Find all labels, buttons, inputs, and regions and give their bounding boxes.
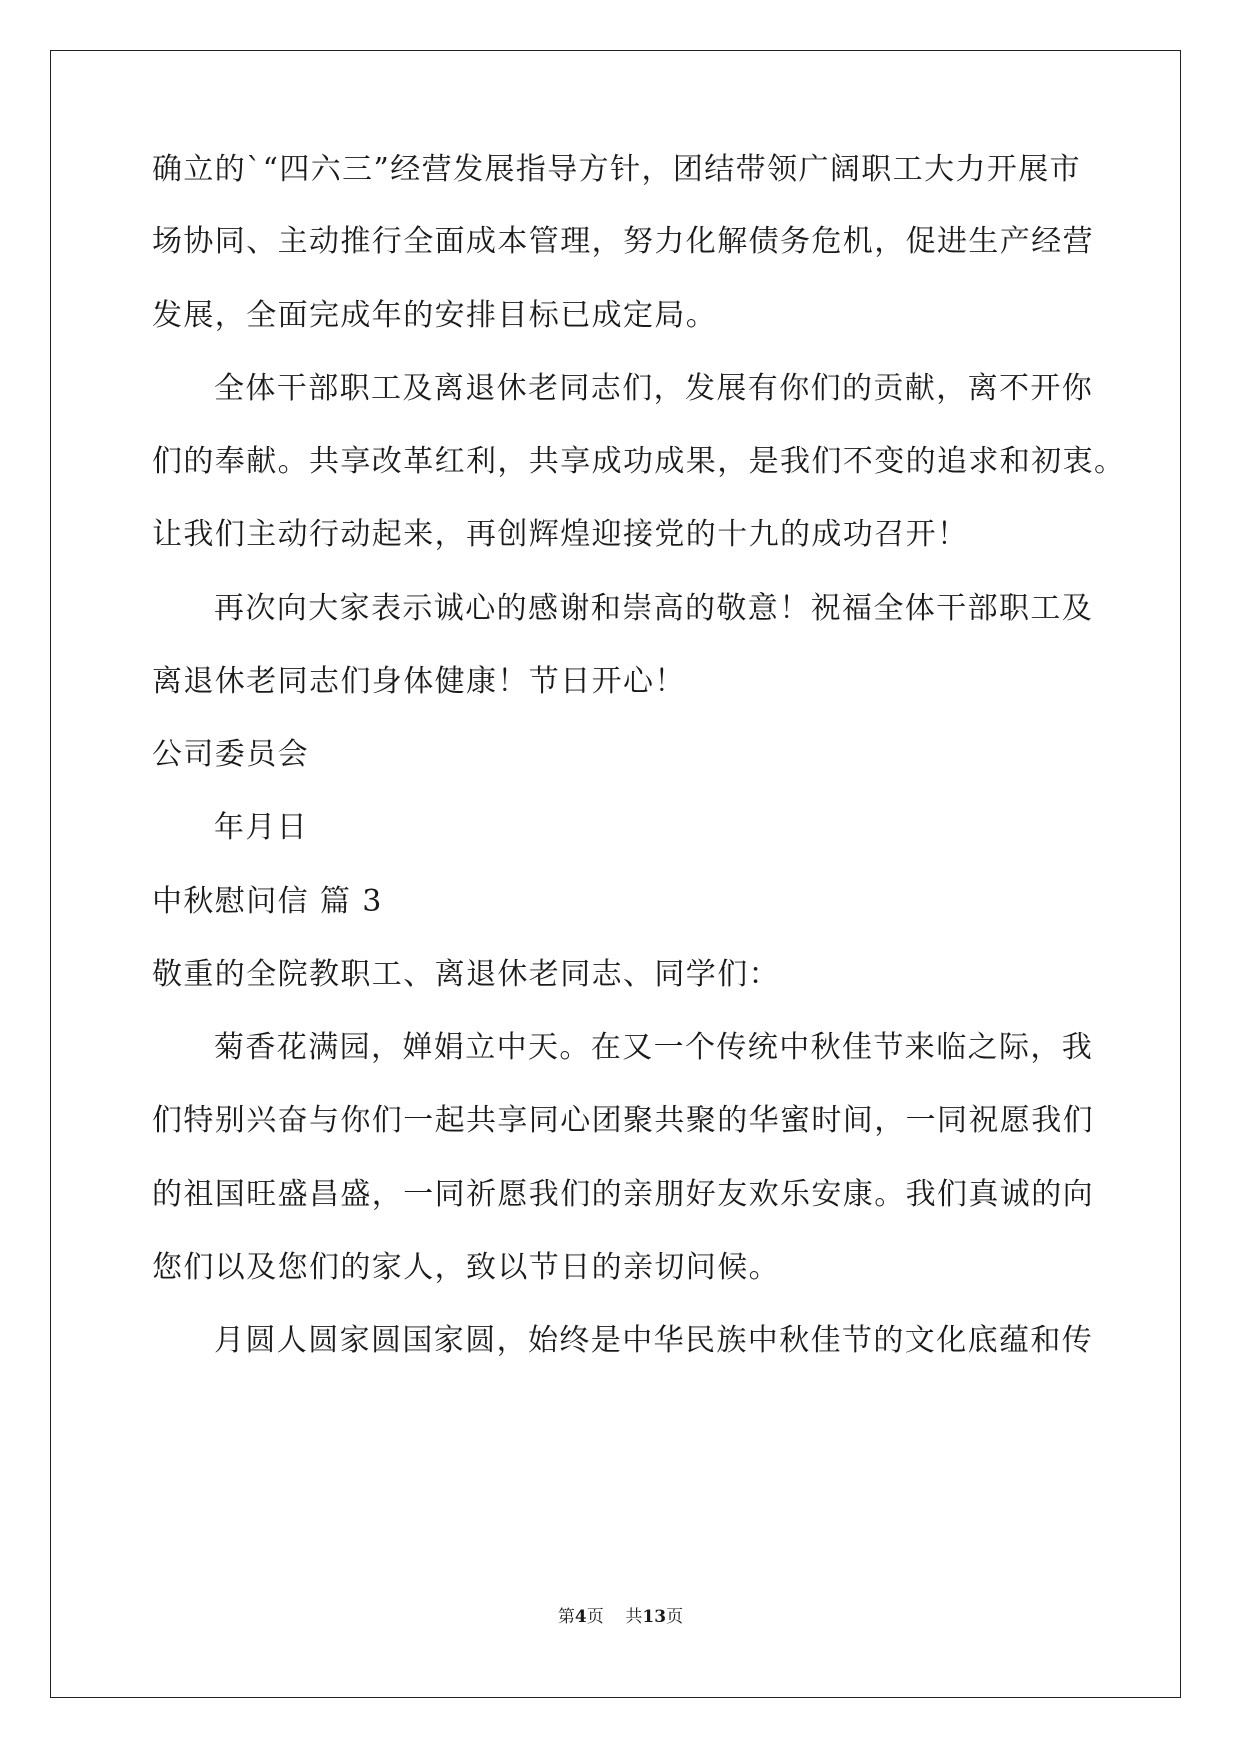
footer-page-number: 4 [574,1607,587,1627]
text-line: 确立的`“四六三”经营发展指导方针，团结带领广阔职工大力开展市 [152,152,1082,187]
text-line: 再次向大家表示诚心的感谢和崇高的敬意！祝福全体干部职工及 [214,591,1094,626]
text-line: 让我们主动行动起来，再创辉煌迎接党的十九的成功召开！ [152,517,969,552]
text-line: 场协同、主动推行全面成本管理，努力化解债务危机，促进生产经营 [152,224,1094,259]
section-heading: 中秋慰问信 篇 3 [152,884,383,919]
text-line: 全体干部职工及离退休老同志们，发展有你们的贡献，离不开你 [214,371,1094,406]
text-line: 发展，全面完成年的安排目标已成定局。 [152,298,718,333]
signature-line: 公司委员会 [152,737,309,772]
text-line: 您们以及您们的家人，致以节日的亲切问候。 [152,1250,780,1285]
footer-page-suffix: 页 [586,1607,604,1627]
text-line: 菊香花满园，婵娟立中天。在又一个传统中秋佳节来临之际，我 [214,1030,1094,1065]
footer-total-prefix: 共 [625,1607,643,1627]
footer-prefix: 第 [557,1607,575,1627]
text-line: 们的奉献。共享改革红利，共享成功成果，是我们不变的追求和初衷。 [152,444,1126,479]
text-line: 们特别兴奋与你们一起共享同心团聚共聚的华蜜时间，一同祝愿我们 [152,1103,1094,1138]
text-line: 的祖国旺盛昌盛，一同祈愿我们的亲朋好友欢乐安康。我们真诚的向 [152,1177,1094,1212]
footer-total-pages: 13 [642,1607,667,1627]
footer-total-suffix: 页 [666,1607,684,1627]
date-line: 年月日 [214,810,309,845]
text-line: 离退休老同志们身体健康！节日开心！ [152,664,686,699]
salutation-line: 敬重的全院教职工、离退休老同志、同学们： [152,957,780,992]
text-line: 月圆人圆家圆国家圆，始终是中华民族中秋佳节的文化底蕴和传 [214,1323,1094,1358]
page-footer [0,1606,1241,1628]
